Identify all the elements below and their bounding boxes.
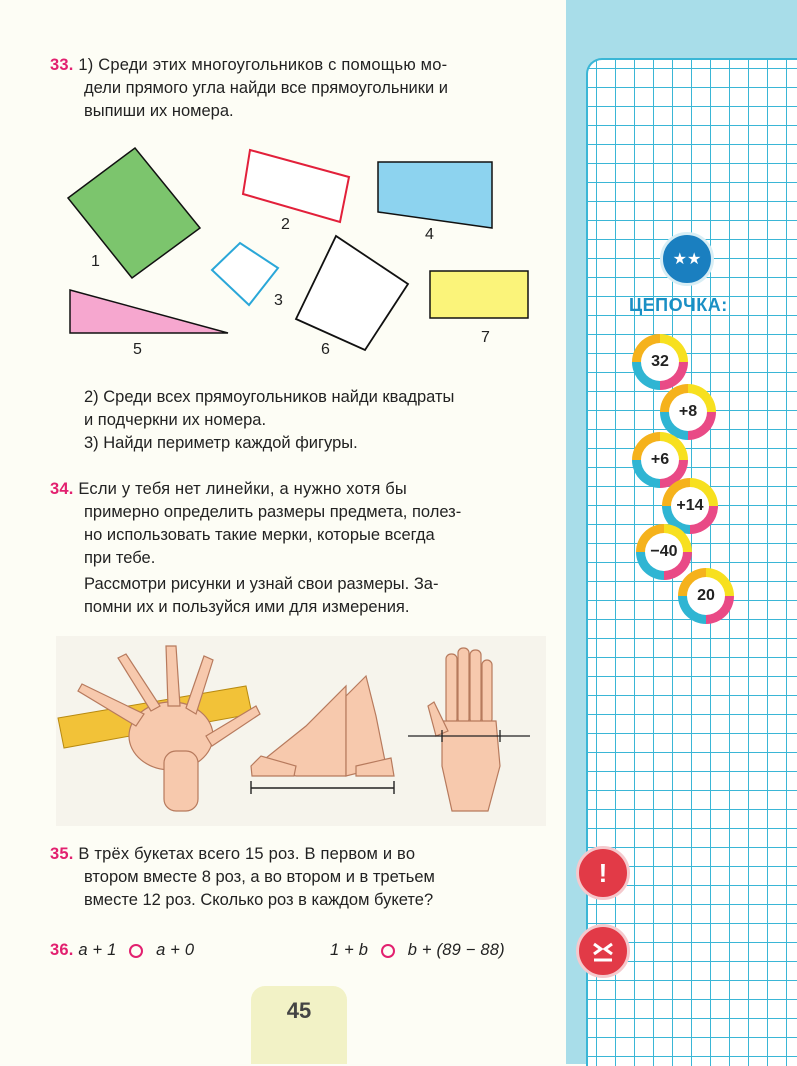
hands-illustration: [56, 636, 546, 826]
task34-line2: примерно определить размеры предмета, полез-: [84, 503, 462, 521]
task33-text: [50, 54, 550, 76]
compare-circle-2[interactable]: [381, 944, 395, 958]
shape-label-4: 4: [425, 226, 434, 243]
task36-expr1-right: a + 0: [156, 941, 195, 959]
shape-5-pink-triangle: [70, 290, 228, 333]
chain-value-3: +6: [641, 441, 679, 479]
chain-ring-5: [636, 524, 692, 580]
chain-title: ЦЕПОЧКА:: [629, 295, 728, 315]
task36-number: 36.: [50, 941, 74, 959]
task34-number: 34.: [50, 480, 74, 498]
task35-line2: втором вместе 8 роз, а во втором и в третьем: [84, 868, 435, 886]
chain-ring-6: [678, 568, 734, 624]
polygons-figure: [60, 140, 550, 360]
chain-ring-2: [660, 384, 716, 440]
task36-expr1-left: a + 1: [78, 941, 117, 959]
task33-line1: 1) Среди этих многоугольников с помощью мо-: [78, 56, 448, 74]
shape-label-2: 2: [281, 216, 290, 233]
chain-value-2: +8: [669, 393, 707, 431]
task34-line5: Рассмотри рисунки и узнай свои размеры. За-: [84, 575, 439, 593]
shape-4-blue-trapezoid: [378, 162, 492, 228]
chain-value-5: −40: [645, 533, 683, 571]
chain-value-6: 20: [687, 577, 725, 615]
task33-part2-line1: 2) Среди всех прямоугольников найди квадраты: [84, 388, 455, 406]
task36-text-2: [330, 939, 505, 961]
shape-3-blue-square: [212, 243, 278, 305]
task34-text: [50, 478, 550, 500]
task34-line3: но использовать такие мерки, которые всегда: [84, 526, 435, 544]
task33-line2: дели прямого угла найди все прямоугольники и: [84, 79, 449, 97]
compare-circle-1[interactable]: [129, 944, 143, 958]
shape-7-yellow-rectangle: [430, 271, 528, 318]
task33-part2-line2: и подчеркни их номера.: [84, 411, 267, 429]
task36-expr2-right: b + (89 − 88): [407, 941, 505, 959]
task34-line4: при тебе.: [84, 549, 156, 567]
shape-1-green-rectangle: [68, 148, 200, 278]
task33-number: 33.: [50, 56, 74, 74]
task33-line3: выпиши их номера.: [84, 102, 234, 120]
shape-6-white-square: [296, 236, 408, 350]
page-number: 45: [251, 986, 347, 1064]
task33-part3: 3) Найди периметр каждой фигуры.: [84, 434, 358, 452]
shape-label-1: 1: [91, 253, 100, 270]
task36-text: [50, 939, 194, 961]
scales-icon: [576, 924, 630, 978]
shape-label-3: 3: [274, 292, 283, 309]
exclamation-icon: !: [576, 846, 630, 900]
chain-value-1: 32: [641, 343, 679, 381]
shape-label-6: 6: [321, 341, 330, 358]
task34-line6: помни их и пользуйся ими для измерения.: [84, 598, 410, 616]
graph-paper: [586, 58, 797, 1066]
shape-2-red-rectangle: [243, 150, 349, 222]
task35-line1: В трёх букетах всего 15 роз. В первом и во: [78, 845, 416, 863]
task34-line1: Если у тебя нет линейки, а нужно хотя бы: [78, 480, 407, 498]
compare-symbol-icon: [588, 936, 618, 966]
shape-label-5: 5: [133, 341, 142, 358]
stars-icon: ★★: [660, 232, 714, 286]
shape-label-7: 7: [481, 329, 490, 346]
task35-number: 35.: [50, 845, 74, 863]
chain-value-4: +14: [671, 487, 709, 525]
task35-line3: вместе 12 роз. Сколько роз в каждом букете?: [84, 891, 434, 909]
chain-ring-1: [632, 334, 688, 390]
task35-text: [50, 843, 550, 865]
task36-expr2-left: 1 + b: [330, 941, 369, 959]
